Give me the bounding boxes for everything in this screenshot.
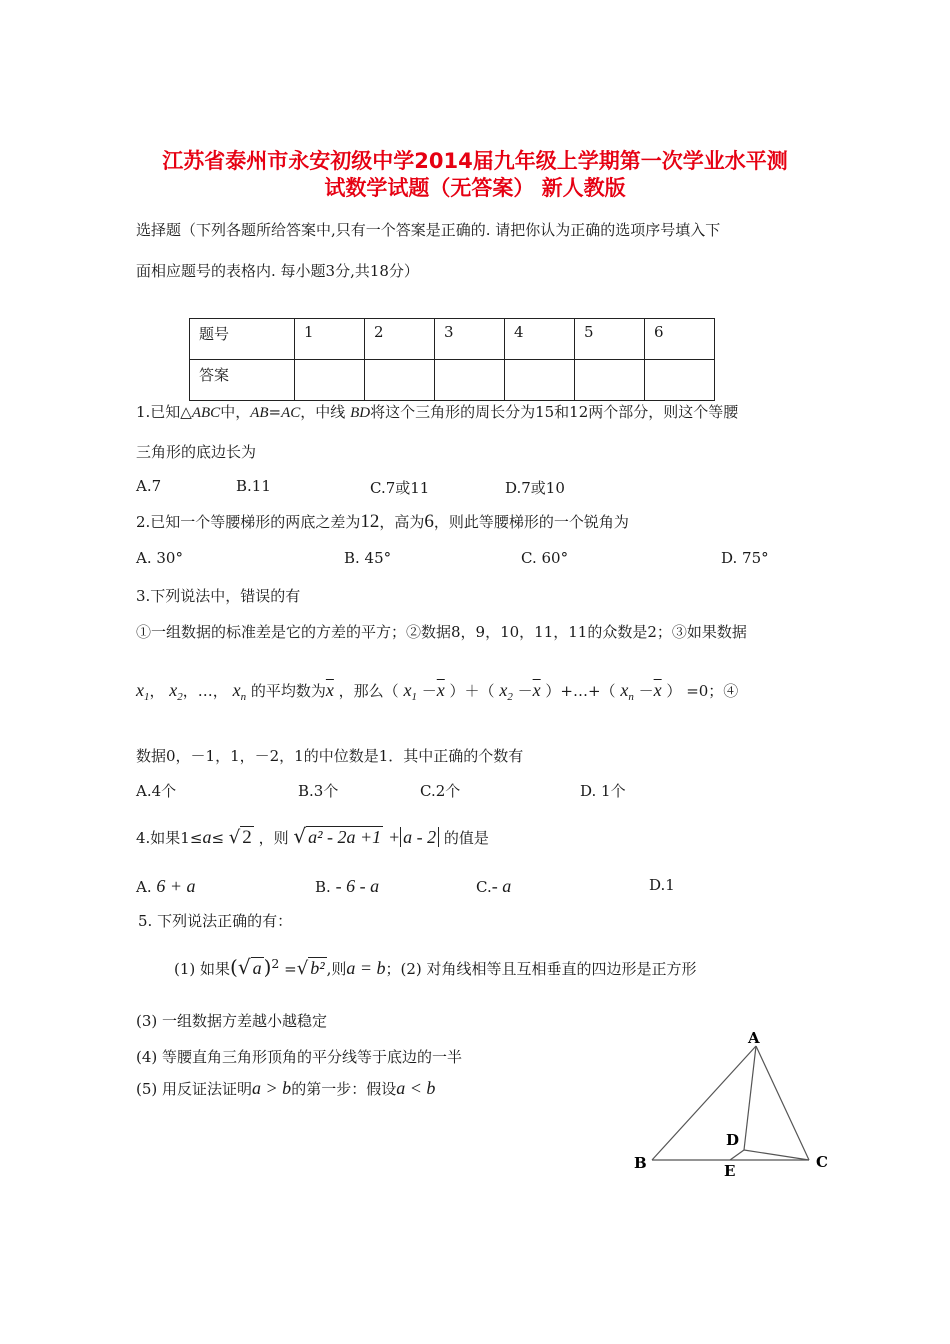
question-3-stem: 3.下列说法中，错误的有 xyxy=(136,587,301,605)
answer-cell[interactable] xyxy=(295,360,365,401)
segment-ab xyxy=(652,1046,756,1160)
label-a: A xyxy=(748,1029,760,1047)
document-title-line2: 试数学试题（无答案） 新人教版 xyxy=(324,176,626,200)
q3-option-d: D. 1个 xyxy=(580,782,626,800)
question-2-stem: 2.已知一个等腰梯形的两底之差为12，高为6，则此等腰梯形的一个锐角为 xyxy=(136,511,629,532)
segment-dc xyxy=(744,1150,809,1160)
label-e: E xyxy=(724,1162,736,1180)
q4-option-b: B. - 6 - a xyxy=(315,876,380,896)
segment-ac xyxy=(756,1046,809,1160)
q2-option-c: C. 60° xyxy=(521,549,569,567)
table-header-number: 题号 xyxy=(190,319,295,360)
question-1-stem-line2: 三角形的底边长为 xyxy=(136,443,257,461)
q4-option-a: A. 6 + a xyxy=(136,876,196,896)
table-cell-number: 4 xyxy=(505,319,575,360)
table-cell-number: 3 xyxy=(435,319,505,360)
triangle-figure xyxy=(620,1025,840,1185)
answer-cell[interactable] xyxy=(645,360,715,401)
intro-line2: 面相应题号的表格内. 每小题3分,共18分） xyxy=(136,262,419,280)
table-cell-number: 2 xyxy=(365,319,435,360)
q3-option-c: C.2个 xyxy=(420,782,461,800)
question-5-statement-3: (3) 一组数据方差越小越稳定 xyxy=(136,1012,328,1030)
q1-option-b: B.11 xyxy=(236,477,271,495)
label-c: C xyxy=(816,1153,828,1171)
question-5-statement-4: (4) 等腰直角三角形顶角的平分线等于底边的一半 xyxy=(136,1048,463,1066)
question-1-stem: 1.已知△ABC中，AB=AC，中线 BD将这个三角形的周长分为15和12两个部分，则这个等腰 xyxy=(136,403,739,421)
answer-cell[interactable] xyxy=(505,360,575,401)
answer-cell[interactable] xyxy=(365,360,435,401)
q2-option-b: B. 45° xyxy=(344,549,392,567)
question-5-statement-1-2: (1) 如果(√ a )$^2$ =√ b² ,则a = b；(2) 对角线相等且互相垂直的四边形是正方形 xyxy=(174,955,697,979)
question-4-stem: 4.如果1≤a≤ √ 2 ，则 √ a² - 2a +1 + a - 2 的值是 xyxy=(136,824,489,848)
answer-cell[interactable] xyxy=(575,360,645,401)
intro-line1: 选择题（下列各题所给答案中,只有一个答案是正确的. 请把你认为正确的选项序号填入下 xyxy=(136,221,721,239)
q2-option-a: A. 30° xyxy=(136,549,183,567)
label-b: B xyxy=(634,1154,647,1172)
q1-option-a: A.7 xyxy=(136,477,162,495)
question-3-statement-4: 数据0，－1，1，－2，1的中位数是1．其中正确的个数有 xyxy=(136,747,524,765)
table-cell-number: 6 xyxy=(645,319,715,360)
q3-option-b: B.3个 xyxy=(298,782,339,800)
q3-option-a: A.4个 xyxy=(136,782,177,800)
document-title-line1: 江苏省泰州市永安初级中学2014届九年级上学期第一次学业水平测 xyxy=(162,149,788,173)
answer-table xyxy=(189,318,715,401)
q1-option-c: C.7或11 xyxy=(370,479,430,497)
q4-option-c: C.- a xyxy=(476,876,512,896)
question-3-formula-line: $x_1$， $x_2$，…， $x_n$ 的平均数为$\overline{x}$ ，那么（ $x_1 -\overline{x}$ ）＋（ $x_2 -\overline{x}$ ）+…+（ $x_n -\overline{x}$ ） =0；④ xyxy=(136,680,739,703)
label-d: D xyxy=(726,1131,740,1149)
q1-option-d: D.7或10 xyxy=(505,479,565,497)
table-cell-number: 1 xyxy=(295,319,365,360)
table-cell-number: 5 xyxy=(575,319,645,360)
table-header-answer: 答案 xyxy=(190,360,295,401)
table-row-answers xyxy=(190,360,715,401)
answer-cell[interactable] xyxy=(435,360,505,401)
question-5-statement-5: (5) 用反证法证明a > b的第一步：假设a < b xyxy=(136,1078,436,1098)
question-5-stem: 5. 下列说法正确的有： xyxy=(138,912,293,930)
segment-ad xyxy=(744,1046,756,1150)
question-3-statement-line: ①一组数据的标准差是它的方差的平方；②数据8，9，10，11，11的众数是2；③如果数据 xyxy=(136,623,747,641)
segment-de xyxy=(730,1150,744,1160)
table-row-numbers xyxy=(190,319,715,360)
q2-option-d: D. 75° xyxy=(721,549,769,567)
q4-option-d: D.1 xyxy=(649,876,675,894)
